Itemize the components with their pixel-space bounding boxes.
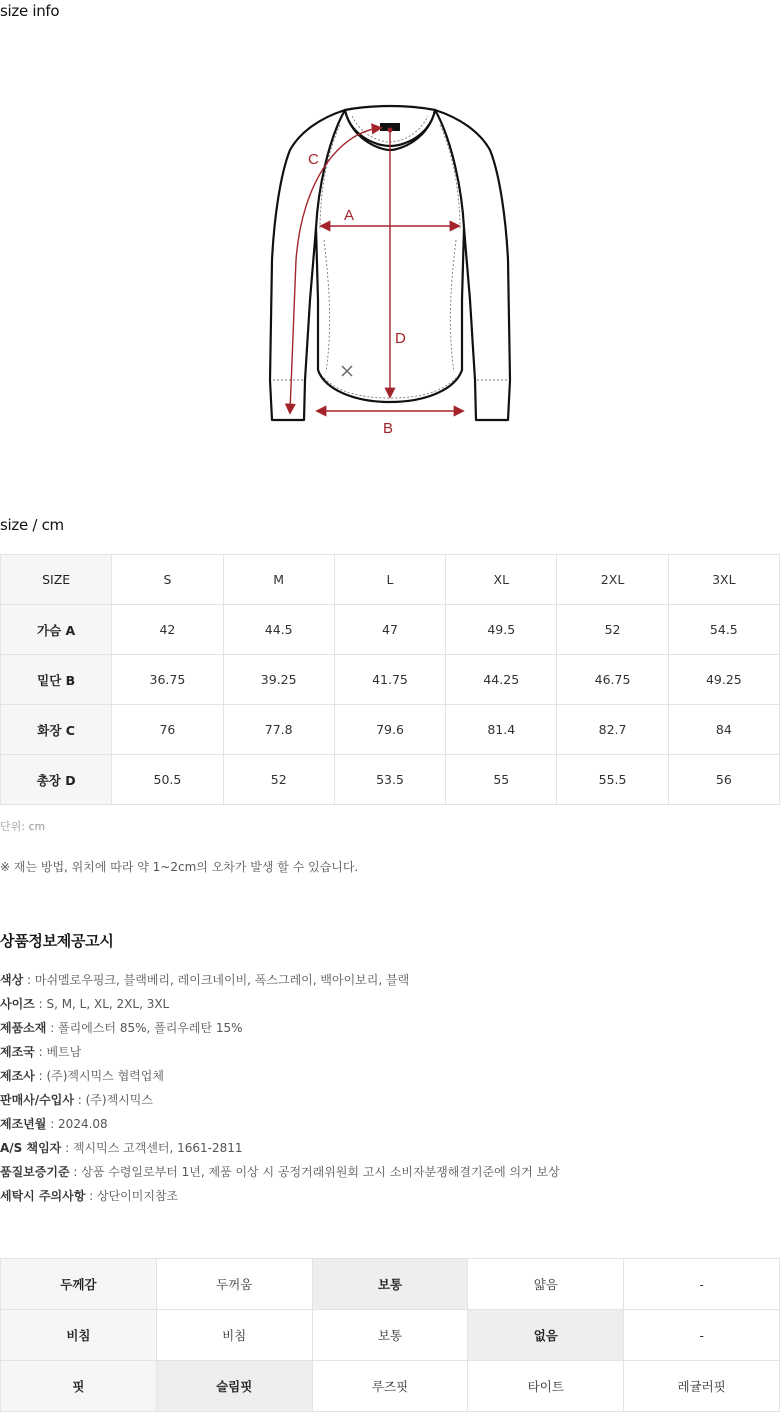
fit-feel-table	[0, 1258, 780, 1412]
list-item	[0, 1020, 560, 1044]
info-value: : (주)젝시믹스 협력업체	[34, 1069, 164, 1083]
option-cell: 타이트	[468, 1361, 624, 1412]
option-cell-selected: 슬림핏	[156, 1361, 312, 1412]
error-note: ※ 재는 방법, 위치에 따라 약 1~2cm의 오차가 발생 할 수 있습니다.	[0, 860, 359, 874]
table-cell: 79.6	[334, 705, 445, 755]
table-cell: 76	[112, 705, 223, 755]
row-label: 비침	[1, 1310, 157, 1361]
row-label: 가슴 A	[1, 605, 112, 655]
list-item	[0, 1140, 560, 1164]
notice-title: 상품정보제공고시	[0, 932, 114, 950]
table-cell: 53.5	[334, 755, 445, 805]
table-cell: 52	[557, 605, 668, 655]
size-header-cell: M	[223, 555, 334, 605]
table-cell: 54.5	[668, 605, 779, 655]
info-key: 세탁시 주의사항	[0, 1189, 86, 1203]
table-cell: 82.7	[557, 705, 668, 755]
size-table-header-row	[1, 555, 780, 605]
info-key: 제조국	[0, 1045, 35, 1059]
table-cell: 56	[668, 755, 779, 805]
info-key: 색상	[0, 973, 24, 987]
table-row	[1, 655, 780, 705]
table-cell: 50.5	[112, 755, 223, 805]
list-item	[0, 996, 560, 1020]
table-cell: 49.25	[668, 655, 779, 705]
table-cell: 55	[446, 755, 557, 805]
option-cell: 루즈핏	[312, 1361, 468, 1412]
info-value: : 젝시믹스 고객센터, 1661-2811	[61, 1141, 243, 1155]
table-cell: 47	[334, 605, 445, 655]
table-cell: 84	[668, 705, 779, 755]
table-row	[1, 1259, 780, 1310]
list-item	[0, 972, 560, 996]
info-value: : 마쉬멜로우핑크, 블랙베리, 레이크네이비, 폭스그레이, 백아이보리, 블랙	[23, 973, 410, 987]
list-item	[0, 1044, 560, 1068]
table-cell: 41.75	[334, 655, 445, 705]
garment-measurement-diagram	[0, 60, 780, 460]
unit-note: 단위: cm	[0, 820, 46, 833]
table-cell: 44.25	[446, 655, 557, 705]
size-header-cell: L	[334, 555, 445, 605]
info-key: 제조사	[0, 1069, 35, 1083]
row-label: 핏	[1, 1361, 157, 1412]
list-item	[0, 1116, 560, 1140]
info-key: 품질보증기준	[0, 1165, 70, 1179]
option-cell: 레귤러핏	[624, 1361, 780, 1412]
list-item	[0, 1068, 560, 1092]
table-cell: 52	[223, 755, 334, 805]
info-value: : 폴리에스터 85%, 폴리우레탄 15%	[46, 1021, 243, 1035]
size-header-cell: S	[112, 555, 223, 605]
table-cell: 49.5	[446, 605, 557, 655]
table-cell: 42	[112, 605, 223, 655]
table-cell: 36.75	[112, 655, 223, 705]
table-cell: 44.5	[223, 605, 334, 655]
info-key: A/S 책임자	[0, 1141, 62, 1155]
info-value: : 2024.08	[46, 1117, 108, 1131]
size-header-cell: 2XL	[557, 555, 668, 605]
table-row	[1, 705, 780, 755]
option-cell: 비침	[156, 1310, 312, 1361]
row-label: 밑단 B	[1, 655, 112, 705]
info-key: 제품소재	[0, 1021, 47, 1035]
option-cell: 두꺼움	[156, 1259, 312, 1310]
size-unit-title: size / cm	[0, 516, 64, 534]
table-cell: 81.4	[446, 705, 557, 755]
size-header-cell: SIZE	[1, 555, 112, 605]
size-table	[0, 554, 780, 805]
option-cell-selected: 보통	[312, 1259, 468, 1310]
option-cell: 얇음	[468, 1259, 624, 1310]
option-cell-selected: 없음	[468, 1310, 624, 1361]
option-cell: -	[624, 1259, 780, 1310]
table-row	[1, 1310, 780, 1361]
info-key: 제조년월	[0, 1117, 47, 1131]
table-cell: 46.75	[557, 655, 668, 705]
table-row	[1, 605, 780, 655]
option-cell: -	[624, 1310, 780, 1361]
info-value: : 상품 수령일로부터 1년, 제품 이상 시 공정거래위원회 고시 소비자분쟁해결기준에 의거 보상	[69, 1165, 560, 1179]
row-label: 총장 D	[1, 755, 112, 805]
option-cell: 보통	[312, 1310, 468, 1361]
info-value: : (주)젝시믹스	[73, 1093, 153, 1107]
size-header-cell: 3XL	[668, 555, 779, 605]
size-header-cell: XL	[446, 555, 557, 605]
list-item	[0, 1092, 560, 1116]
table-row	[1, 1361, 780, 1412]
info-value: : S, M, L, XL, 2XL, 3XL	[34, 997, 170, 1011]
list-item	[0, 1164, 560, 1188]
row-label: 화장 C	[1, 705, 112, 755]
info-value: : 상단이미지참조	[85, 1189, 179, 1203]
size-info-title: size info	[0, 2, 60, 20]
label-d: D	[395, 330, 406, 347]
table-row	[1, 755, 780, 805]
list-item	[0, 1188, 560, 1212]
table-cell: 55.5	[557, 755, 668, 805]
row-label: 두께감	[1, 1259, 157, 1310]
product-info-list	[0, 972, 560, 1212]
label-c: C	[308, 151, 319, 168]
info-key: 사이즈	[0, 997, 35, 1011]
label-b: B	[383, 420, 394, 437]
info-key: 판매사/수입사	[0, 1093, 74, 1107]
info-value: : 베트남	[34, 1045, 82, 1059]
label-a: A	[344, 207, 355, 224]
table-cell: 39.25	[223, 655, 334, 705]
table-cell: 77.8	[223, 705, 334, 755]
